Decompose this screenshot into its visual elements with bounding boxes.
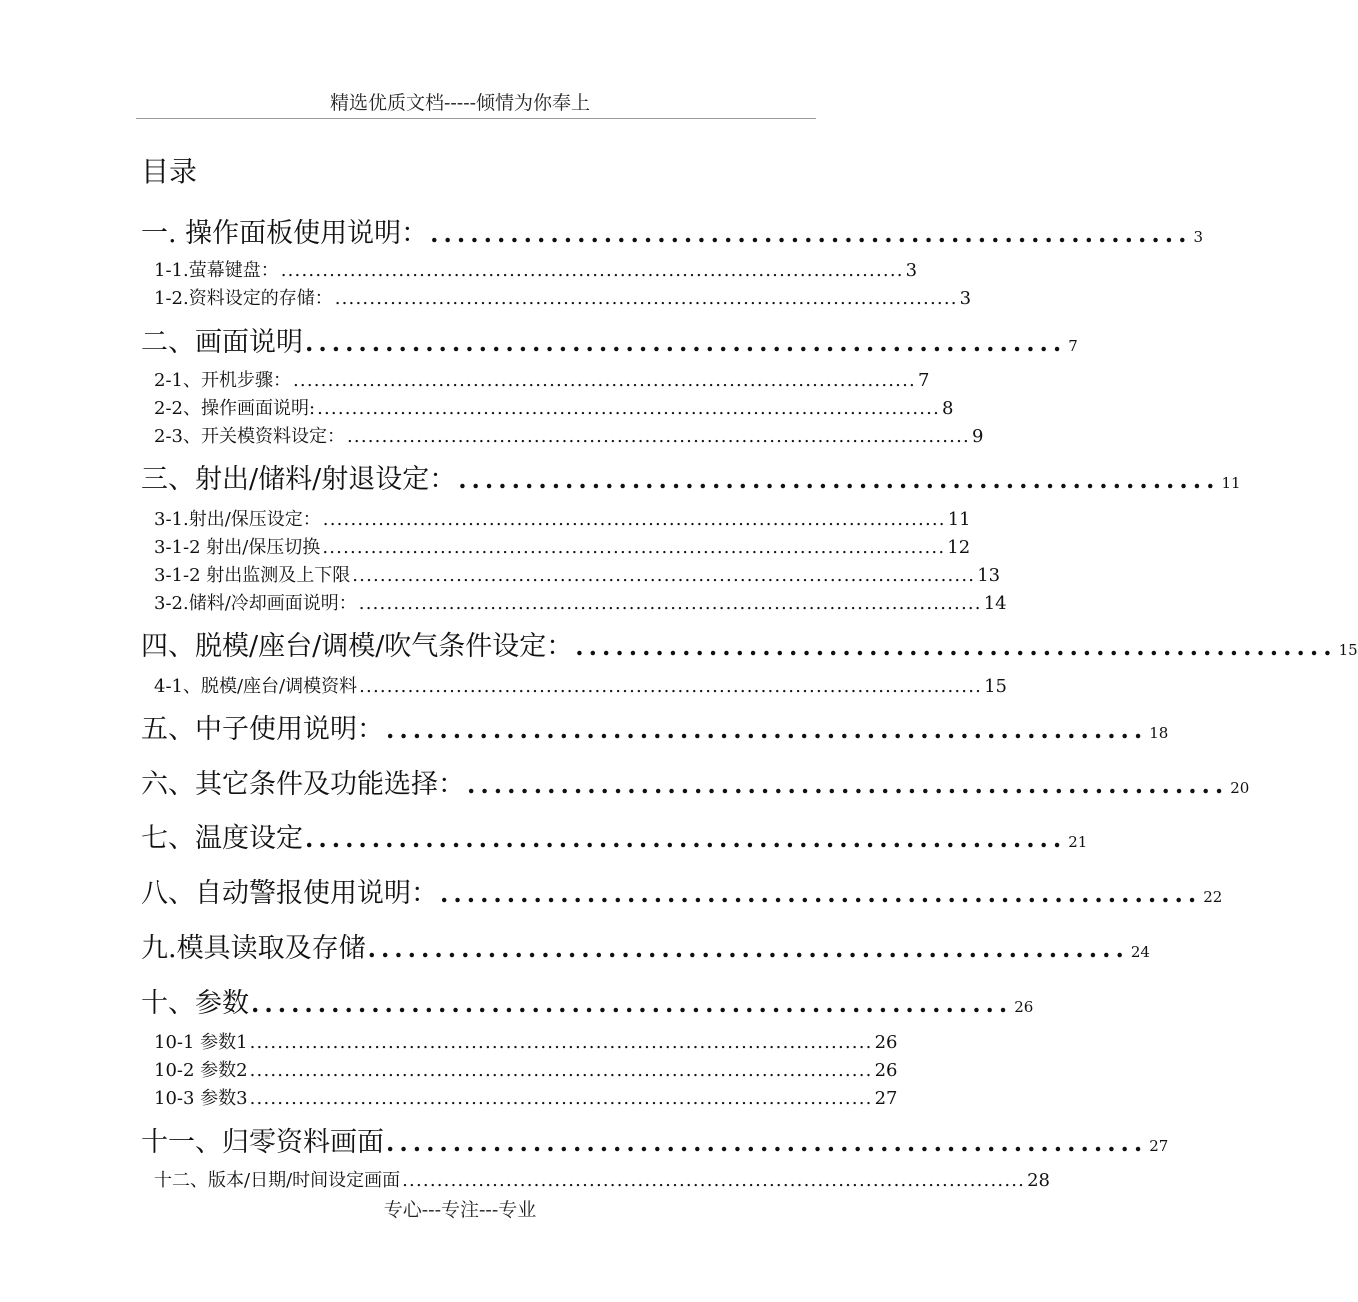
toc-leader-dots: ......................................................... — [430, 219, 1192, 248]
toc-entry-label: 四、脱模/座台/调模/吹气条件设定： — [141, 631, 574, 662]
toc-entry-label: 10-2 参数2 — [154, 1060, 248, 1081]
toc-entry-label: 2-1、开机步骤： — [154, 370, 291, 391]
toc-entry-page: 26 — [1014, 998, 1034, 1016]
toc-entry[interactable] — [154, 1028, 898, 1054]
toc-entry[interactable] — [154, 422, 984, 448]
toc-leader-dots: .......................................................................................... — [317, 398, 941, 419]
toc-entry-label: 十二、版本/日期/时间设定画面 — [154, 1170, 401, 1191]
toc-leader-dots: ......................................................... — [367, 934, 1129, 963]
toc-entry-label: 七、温度设定 — [141, 823, 303, 854]
header-divider — [136, 118, 816, 119]
toc-entry-page: 11 — [947, 509, 971, 530]
toc-entry-label: 三、射出/储料/射退设定： — [141, 464, 457, 495]
toc-leader-dots: ......................................................... — [458, 465, 1220, 494]
toc-leader-dots: .......................................................................................... — [249, 1032, 873, 1053]
toc-leader-dots: .......................................................................................... — [322, 537, 946, 558]
toc-entry[interactable] — [141, 871, 1223, 910]
toc-entry-label: 3-2.储料/冷却画面说明： — [154, 593, 357, 614]
toc-entry[interactable] — [141, 457, 1241, 496]
toc-entry-page: 3 — [959, 288, 972, 309]
toc-entry[interactable] — [154, 284, 972, 310]
toc-entry-label: 十一、归零资料画面 — [141, 1127, 384, 1158]
toc-entry-label: 一. 操作面板使用说明： — [141, 218, 429, 249]
toc-entry-label: 10-1 参数1 — [154, 1032, 248, 1053]
toc-entry-page: 26 — [874, 1060, 898, 1081]
toc-entry-page: 14 — [983, 593, 1007, 614]
toc-entry-page: 15 — [984, 676, 1007, 697]
toc-leader-dots: ......................................................... — [440, 879, 1202, 908]
toc-entry-page: 21 — [1068, 833, 1088, 851]
toc-entry-label: 3-1-2 射出监测及上下限 — [154, 565, 351, 586]
toc-entry[interactable] — [141, 211, 1203, 250]
toc-entry-page: 11 — [1221, 474, 1241, 492]
toc-entry[interactable] — [141, 816, 1088, 855]
toc-entry[interactable] — [154, 505, 971, 531]
toc-entry-label: 二、画面说明 — [141, 327, 303, 358]
toc-leader-dots: .......................................................................................... — [293, 370, 916, 391]
toc-entry-label: 六、其它条件及功能选择： — [141, 769, 465, 800]
toc-leader-dots: .......................................................................................... — [280, 260, 904, 281]
toc-leader-dots: .......................................................................................... — [334, 288, 958, 309]
toc-entry-label: 十、参数 — [141, 988, 249, 1019]
toc-entry-page: 24 — [1130, 943, 1150, 961]
toc-entry-page: 9 — [971, 426, 984, 447]
toc-leader-dots: ......................................................... — [386, 1128, 1148, 1157]
toc-entry-label: 4-1、脱模/座台/调模资料 — [154, 676, 358, 697]
toc-entry[interactable] — [154, 394, 954, 420]
toc-leader-dots: ......................................................... — [386, 715, 1148, 744]
toc-leader-dots: .......................................................................................... — [402, 1170, 1026, 1191]
toc-leader-dots: ......................................................... — [575, 632, 1337, 661]
toc-entry-page: 18 — [1149, 724, 1169, 742]
toc-entry-page: 28 — [1027, 1170, 1050, 1191]
toc-title: 目录 — [141, 155, 198, 188]
toc-entry-page: 22 — [1203, 888, 1223, 906]
toc-leader-dots: ......................................................... — [305, 328, 1067, 357]
toc-entry-label: 2-2、操作画面说明: — [154, 398, 316, 419]
toc-entry-page: 7 — [917, 370, 930, 391]
toc-entry[interactable] — [154, 561, 1001, 587]
toc-entry-page: 3 — [1193, 228, 1203, 246]
toc-leader-dots: .......................................................................................... — [322, 509, 946, 530]
toc-entry[interactable] — [141, 624, 1358, 663]
page-header: 精选优质文档-----倾情为你奉上 — [329, 92, 591, 114]
toc-entry[interactable] — [154, 672, 1007, 698]
toc-entry[interactable] — [141, 707, 1169, 746]
toc-entry-label: 1-2.资料设定的存储： — [154, 288, 333, 309]
toc-entry-label: 九.模具读取及存储 — [141, 933, 366, 964]
toc-leader-dots: .......................................................................................... — [249, 1088, 873, 1109]
toc-entry-page: 27 — [874, 1088, 898, 1109]
toc-entry[interactable] — [154, 1084, 898, 1110]
toc-entry-page: 3 — [905, 260, 918, 281]
toc-entry-label: 3-1.射出/保压设定： — [154, 509, 321, 530]
toc-entry-label: 10-3 参数3 — [154, 1088, 248, 1109]
toc-entry-page: 13 — [977, 565, 1001, 586]
toc-entry[interactable] — [141, 926, 1150, 965]
toc-entry[interactable] — [154, 1056, 898, 1082]
toc-entry-page: 26 — [874, 1032, 898, 1053]
toc-leader-dots: .......................................................................................... — [347, 426, 970, 447]
toc-entry[interactable] — [141, 981, 1034, 1020]
toc-leader-dots: ......................................................... — [305, 824, 1067, 853]
toc-entry-label: 3-1-2 射出/保压切换 — [154, 537, 321, 558]
toc-entry-label: 2-3、开关模资料设定： — [154, 426, 345, 447]
toc-leader-dots: ......................................................... — [251, 989, 1013, 1018]
toc-entry[interactable] — [154, 256, 918, 282]
toc-entry[interactable] — [154, 1166, 1050, 1192]
toc-entry-label: 五、中子使用说明： — [141, 714, 384, 745]
toc-leader-dots: .......................................................................................... — [358, 593, 982, 614]
toc-entry-page: 7 — [1068, 337, 1078, 355]
toc-entry[interactable] — [141, 762, 1250, 801]
toc-leader-dots: .......................................................................................... — [352, 565, 976, 586]
toc-entry-page: 15 — [1338, 641, 1358, 659]
toc-entry-page: 20 — [1230, 779, 1250, 797]
toc-entry-page: 12 — [947, 537, 971, 558]
toc-entry[interactable] — [141, 1120, 1169, 1159]
toc-entry-label: 1-1.萤幕键盘： — [154, 260, 279, 281]
toc-entry[interactable] — [154, 589, 1007, 615]
toc-leader-dots: ......................................................... — [467, 770, 1229, 799]
toc-leader-dots: .......................................................................................... — [359, 676, 983, 697]
toc-entry-label: 八、自动警报使用说明： — [141, 878, 438, 909]
toc-entry-page: 27 — [1149, 1137, 1169, 1155]
toc-entry[interactable] — [141, 320, 1078, 359]
page-footer: 专心---专注---专业 — [383, 1199, 537, 1221]
toc-entry[interactable] — [154, 366, 930, 392]
toc-leader-dots: .......................................................................................... — [249, 1060, 873, 1081]
toc-entry[interactable] — [154, 533, 971, 559]
toc-entry-page: 8 — [942, 398, 954, 419]
